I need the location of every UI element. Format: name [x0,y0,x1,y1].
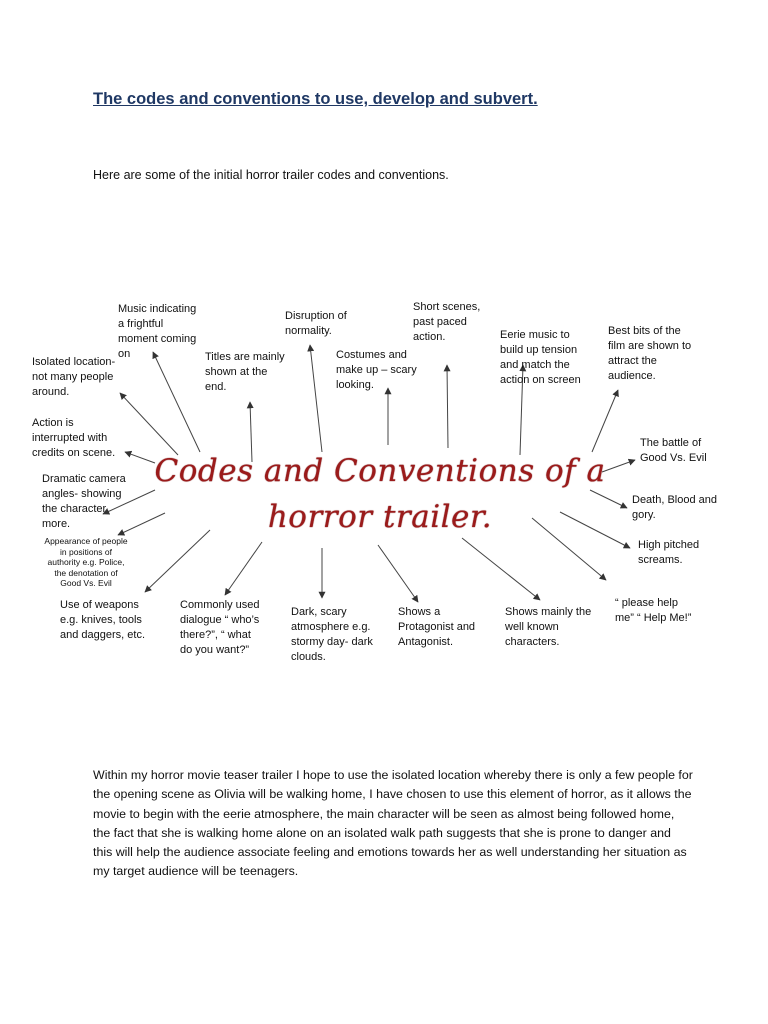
label-camera-angles: Dramatic camera angles- showing the character more. [42,473,126,530]
label-screams: High pitched screams. [638,539,700,566]
arrow-characters [462,538,540,600]
diagram-title-line-2: horror trailer. [267,499,493,535]
label-protagonist: Shows a Protagonist and Antagonist. [398,606,476,648]
label-eerie-music: Eerie music to build up tension and match the action on screen [500,329,581,386]
body-paragraph: Within my horror movie teaser trailer I hope to use the isolated location whereby there is only a few people for the opening scene as Olivia will be walking home, I have chosen to use this element of horror, as it allows the movie to begin with the eerie atmosphere, the main character will be seen as almost being followed home, the fact that she is walking home alone on an isolated walk path suggests that she is prone to danger and this will help the audience associate feeling and emotions towards her as well understanding her situation as my target audience will be teenagers. [93,768,693,879]
arrow-best-bits [592,390,618,452]
label-characters: Shows mainly the well known characters. [505,606,592,648]
label-help-me: “ please help me” “ Help Me!” [615,597,692,624]
label-death-blood: Death, Blood and gory. [632,494,718,521]
arrow-isolated [120,393,178,455]
label-weapons: Use of weapons e.g. knives, tools and daggers, etc. [60,599,146,641]
diagram-title [150,448,610,540]
arrow-protagonist [378,545,418,602]
diagram-title-line-1: Codes and Conventions of a [154,453,606,489]
label-titles: Titles are mainly shown at the end. [205,351,285,393]
label-dialogue: Commonly used dialogue “ who’s there?”, “ what do you want?” [180,599,260,656]
label-short-scenes: Short scenes, past paced action. [413,301,481,343]
intro-paragraph: Here are some of the initial horror trailer codes and conventions. [93,168,449,182]
mind-map-diagram [0,290,768,690]
label-action-interrupted: Action is interrupted with credits on scene. [32,417,116,459]
label-isolated-location: Isolated location- not many people around. [32,356,116,398]
label-music: Music indicating a frightful moment coming on [118,303,197,360]
label-best-bits: Best bits of the film are shown to attract the audience. [608,325,692,382]
label-battle: The battle of Good Vs. Evil [640,437,707,464]
arrow-music [153,352,200,452]
arrow-short-scenes [447,365,448,448]
arrow-disruption [310,345,322,452]
label-disruption: Disruption of normality. [285,310,347,337]
label-dark-atmosphere: Dark, scary atmosphere e.g. stormy day- dark clouds. [291,606,373,663]
label-authority: Appearance of people in positions of authority e.g. Police, the denotation of Good Vs. Evil [44,536,128,588]
label-costumes: Costumes and make up – scary looking. [336,349,417,391]
document-heading: The codes and conventions to use, develop and subvert. [93,90,538,108]
arrow-dialogue [225,542,262,595]
